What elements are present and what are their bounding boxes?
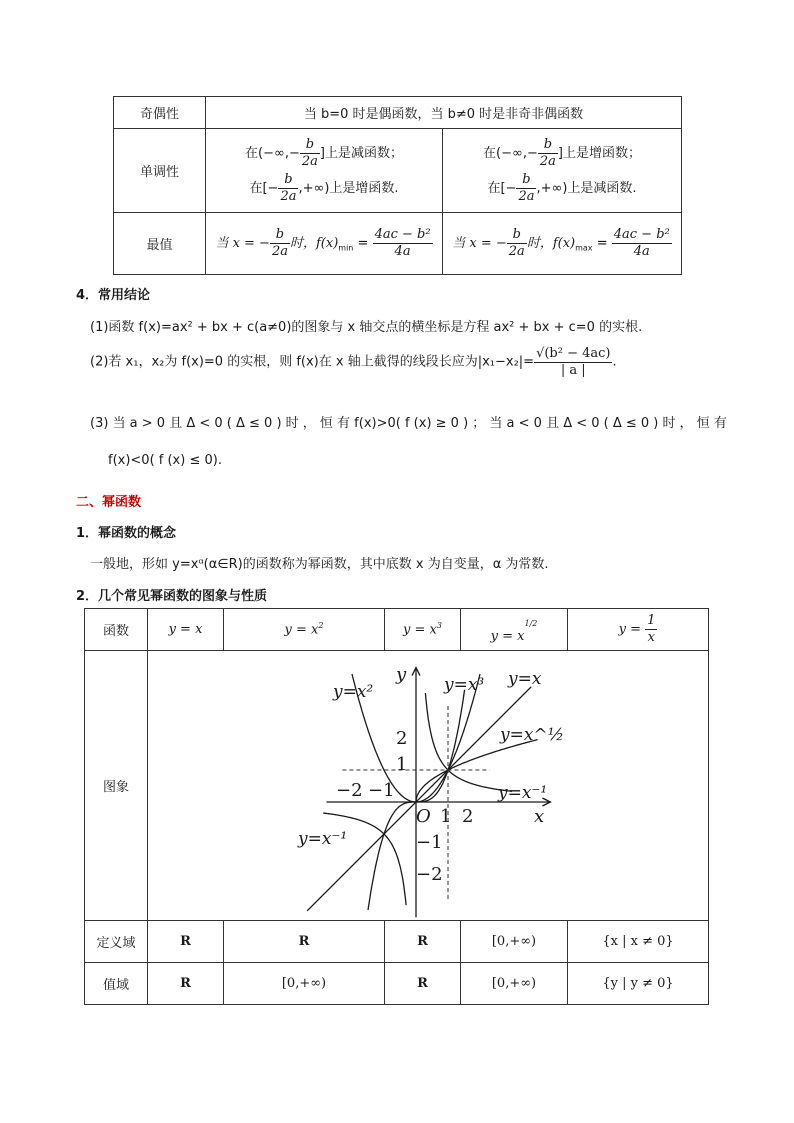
curve-y-xinv-pos <box>425 693 512 791</box>
domain-value: R <box>148 921 224 963</box>
domain-value: R <box>224 921 385 963</box>
label-y-x2: y=x² <box>333 681 374 702</box>
axis-y-label: y <box>396 663 407 685</box>
range-value: R <box>385 963 461 1005</box>
power-definition: 一般地，形如 y=xᵅ(α∈R)的函数称为幂函数，其中底数 x 为自变量，α 为常数. <box>90 557 549 572</box>
parity-text: 当 b=0 时是偶函数，当 b≠0 时是非奇非偶函数 <box>206 97 682 129</box>
tick-y-2: 2 <box>396 727 408 749</box>
tick-y-neg1: −1 <box>416 831 443 853</box>
conclusion-3-line-2: f(x)<0( f (x) ≤ 0). <box>108 453 222 468</box>
label-y-xhalf: y=x^½ <box>500 724 565 745</box>
extreme-max: 当 x = − $\frac{b}{2a}$ 时，$f(x)_{max}$ = $\frac{\text{4ac − b²}}{4a}$ <box>443 213 682 275</box>
conclusion-2: (2)若 x₁，x₂为 f(x)=0 的实根，则 f(x)在 x 轴上截得的线段长应为|x₁−x₂|= $\frac{\text{√(b² − 4ac)}}{| a |}$ . <box>90 346 617 378</box>
power-function-heading: 二、幂函数 <box>76 495 142 510</box>
parity-label: 奇偶性 <box>114 97 206 129</box>
func-y-x2: $y = x^2$ <box>224 609 385 651</box>
range-value: {y | y ≠ 0} <box>568 963 709 1005</box>
label-y-xinv-left: y=x⁻¹ <box>298 828 348 849</box>
func-y-x-half: $y = x^{1/2}$ <box>461 609 568 651</box>
range-value: [0,+∞) <box>224 963 385 1005</box>
domain-value: R <box>385 921 461 963</box>
quadratic-properties-table <box>113 96 682 275</box>
func-y-x3: $y = x^3$ <box>385 609 461 651</box>
extreme-label: 最值 <box>114 213 206 275</box>
origin-label: O <box>416 805 431 827</box>
power-graphs-heading: 2．几个常见幂函数的图象与性质 <box>76 589 268 604</box>
axis-x-label: x <box>534 805 545 827</box>
power-function-table <box>84 608 709 1005</box>
label-y-x: y=x <box>508 668 542 689</box>
tick-x-2: 2 <box>462 805 474 827</box>
graph-cell <box>148 651 709 921</box>
tick-y-1: 1 <box>396 753 408 775</box>
power-function-graph <box>148 652 708 920</box>
range-value: R <box>148 963 224 1005</box>
tick-x-neg1: −1 <box>368 779 395 801</box>
label-y-x3: y=x³ <box>444 674 485 695</box>
conclusion-3-line-1: (3) 当 a > 0 且 Δ < 0 ( Δ ≤ 0 ) 时 ， 恒 有 f(x)>0( f (x) ≥ 0 ) ； 当 a < 0 且 Δ < 0 ( Δ ≤ 0 ) 时 ， 恒 有 <box>90 416 727 431</box>
monotonic-a-positive: 在(−∞,− $\frac{b}{2a}$ ]上是减函数； 在[− $\frac{b}{2a}$ ,+∞)上是增函数. <box>206 129 443 213</box>
domain-label: 定义域 <box>85 921 148 963</box>
conclusion-1: (1)函数 f(x)=ax² + bx + c(a≠0)的图象与 x 轴交点的横坐标是方程 ax² + bx + c=0 的实根. <box>90 320 643 335</box>
extreme-min: 当 x = − $\frac{b}{2a}$ 时，$f(x)_{min}$ = $\frac{\text{4ac − b²}}{4a}$ <box>206 213 443 275</box>
func-col-label: 函数 <box>85 609 148 651</box>
monotonic-a-negative: 在(−∞,− $\frac{b}{2a}$ ]上是增函数； 在[− $\frac{b}{2a}$ ,+∞)上是减函数. <box>443 129 682 213</box>
range-value: [0,+∞) <box>461 963 568 1005</box>
label-y-xinv-right: y=x⁻¹ <box>498 782 548 803</box>
domain-value: {x | x ≠ 0} <box>568 921 709 963</box>
curve-y-xinv-neg <box>323 813 406 905</box>
section-4-heading: 4．常用结论 <box>76 288 151 303</box>
tick-x-1: 1 <box>440 805 452 827</box>
tick-x-neg2: −2 <box>336 779 363 801</box>
monotonic-label: 单调性 <box>114 129 206 213</box>
range-label: 值域 <box>85 963 148 1005</box>
func-y-x: y = x <box>148 609 224 651</box>
domain-value: [0,+∞) <box>461 921 568 963</box>
tick-y-neg2: −2 <box>416 863 443 885</box>
power-concept-heading: 1．幂函数的概念 <box>76 526 177 541</box>
graph-label: 图象 <box>85 651 148 921</box>
func-y-inv: y = $\frac{1}{x}$ <box>568 609 709 651</box>
